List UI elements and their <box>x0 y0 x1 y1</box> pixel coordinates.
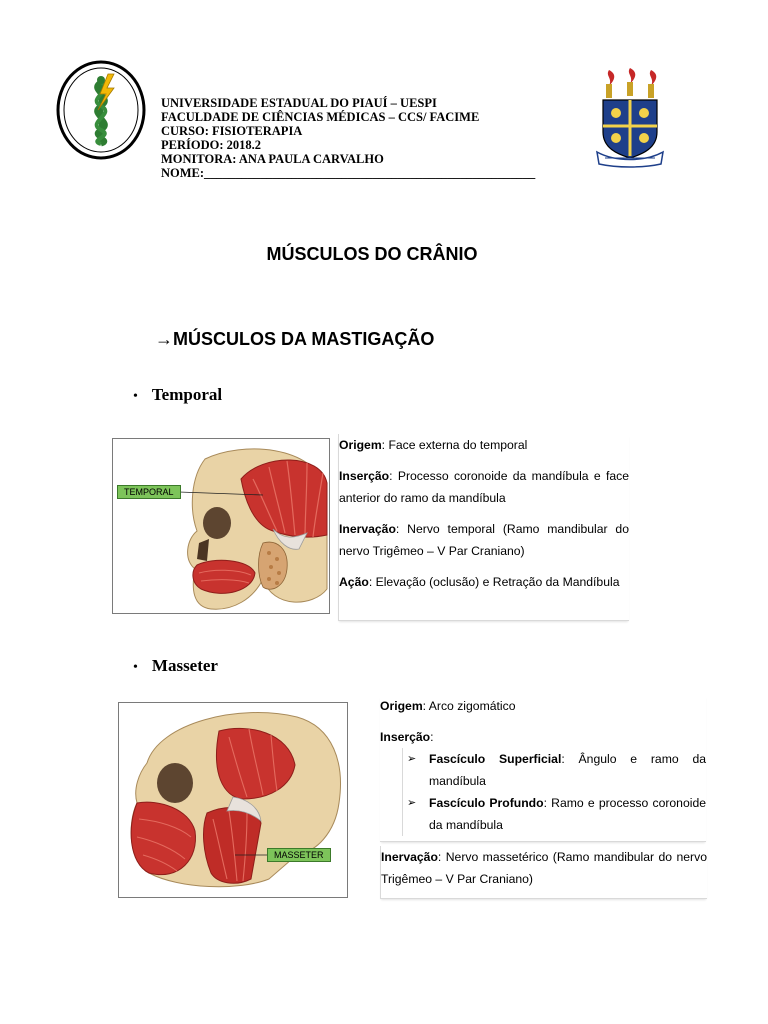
masseter-heading-text: Masseter <box>151 656 218 675</box>
arrow-right-icon: → <box>155 329 173 349</box>
temporal-origem: Origem: Face externa do temporal <box>339 438 528 452</box>
section-title <box>155 329 434 350</box>
masseter-sub-item-superficial: ➢ Fascículo Superficial: Ângulo e ramo da mandíbula <box>403 748 706 792</box>
arrowhead-bullet-icon: ➢ <box>407 753 417 765</box>
temporal-heading <box>133 385 222 405</box>
arrowhead-bullet-icon: ➢ <box>407 797 417 809</box>
temporal-acao: Ação: Elevação (oclusão) e Retração da Mandíbula <box>339 575 620 589</box>
temporal-label-tag: TEMPORAL <box>117 485 181 499</box>
bullet-icon: • <box>133 660 138 675</box>
header-monitor: MONITORA: ANA PAULA CARVALHO <box>161 152 384 166</box>
document-title: MÚSCULOS DO CRÂNIO <box>266 244 478 264</box>
temporal-inervacao: Inervação: Nervo temporal (Ramo mandibular do nervo Trigêmeo – V Par Craniano) <box>339 522 629 558</box>
masseter-insercao: Inserção: <box>380 730 434 744</box>
temporal-insercao: Inserção: Processo coronoide da mandíbula e face anterior do ramo da mandíbula <box>339 469 629 505</box>
masseter-label-tag: MASSETER <box>267 848 331 862</box>
header-course: CURSO: FISIOTERAPIA <box>161 124 303 138</box>
temporal-heading-text: Temporal <box>151 385 223 404</box>
temporal-info-panel <box>338 434 629 621</box>
bullet-icon: • <box>133 389 138 404</box>
header-block <box>161 96 581 180</box>
masseter-info-panel <box>380 695 706 842</box>
header-faculty: FACULDADE DE CIÊNCIAS MÉDICAS – CCS/ FACIME <box>161 110 480 124</box>
header-university: UNIVERSIDADE ESTADUAL DO PIAUÍ – UESPI <box>161 96 437 110</box>
masseter-sub-item-profundo: ➢ Fascículo Profundo: Ramo e processo coronoide da mandíbula <box>403 792 706 836</box>
masseter-inervacao-panel <box>380 846 707 899</box>
temporal-muscle-image <box>112 438 330 614</box>
masseter-muscle-image <box>118 702 348 898</box>
masseter-origem: Origem: Arco zigomático <box>380 699 516 713</box>
university-crest-logo <box>595 66 665 168</box>
faculty-seal-logo <box>56 60 146 160</box>
masseter-heading <box>133 656 218 676</box>
masseter-inervacao: Inervação: Nervo massetérico (Ramo mandibular do nervo Trigêmeo – V Par Craniano) <box>381 850 707 886</box>
header-period: PERÍODO: 2018.2 <box>161 138 261 152</box>
skull-masseter-illustration <box>119 703 347 897</box>
masseter-insercao-list <box>402 748 706 836</box>
header-name-line: NOME:_____________________________________________________ <box>161 166 536 180</box>
skull-temporal-illustration <box>113 439 329 613</box>
section-title-text: MÚSCULOS DA MASTIGAÇÃO <box>173 329 435 349</box>
